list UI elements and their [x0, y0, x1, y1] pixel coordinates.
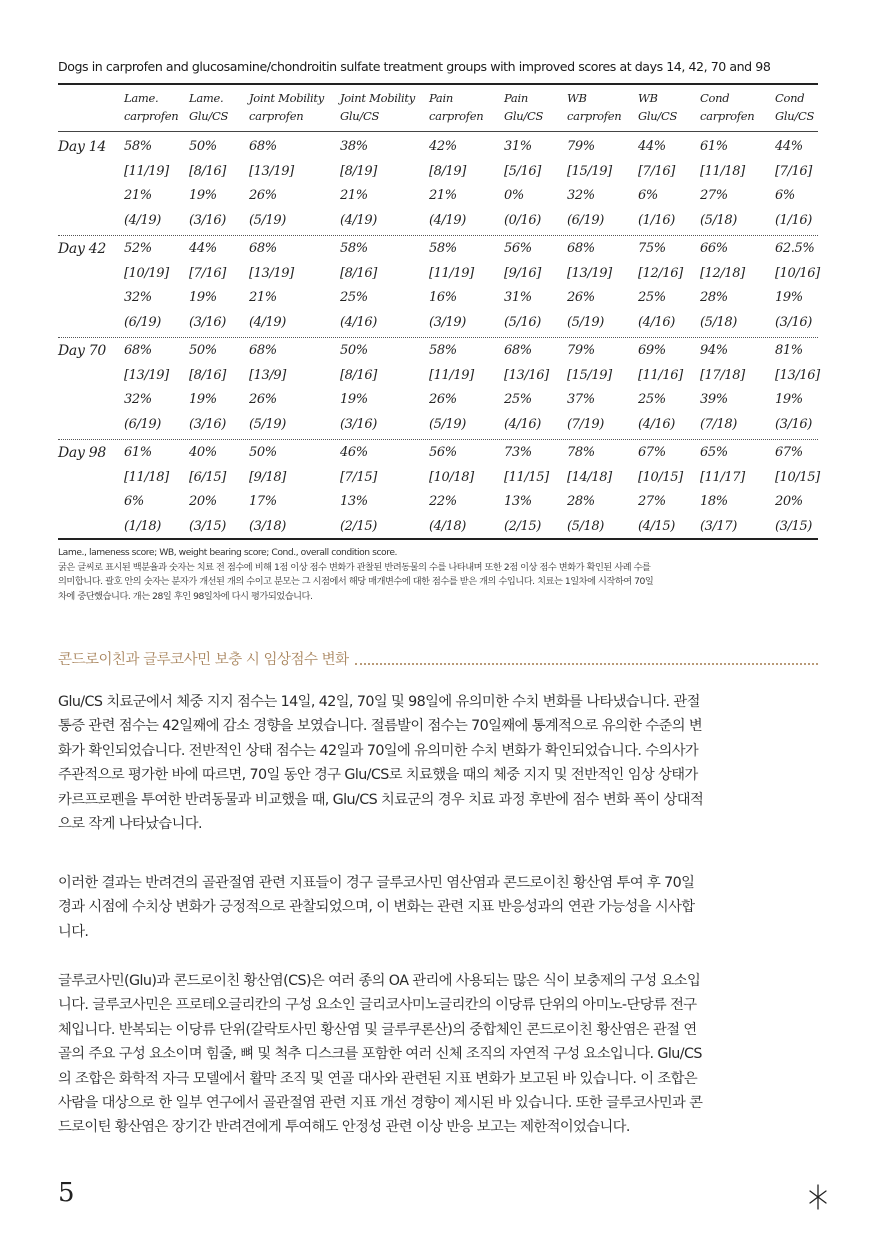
- table-cell: [7/16]: [189, 265, 226, 281]
- table-header-cell: Pain: [429, 91, 453, 105]
- table-cell: (3/16): [189, 314, 226, 330]
- table-cell: [8/16]: [340, 265, 377, 281]
- table-cell: [15/19]: [567, 367, 612, 383]
- table-cell: [7/15]: [340, 469, 377, 485]
- table-cell: [8/19]: [429, 163, 466, 179]
- table-cell: 26%: [429, 392, 457, 407]
- footnote-line: Lame., lameness score; WB, weight bearing score; Cond., overall condition score.: [58, 547, 398, 558]
- table-cell: [9/16]: [504, 265, 541, 281]
- table-cell: [8/16]: [189, 367, 226, 383]
- table-cell: 38%: [340, 139, 368, 154]
- table-row-day-label: Day 14: [58, 139, 106, 155]
- table-cell: 16%: [429, 290, 457, 305]
- paragraph-line: 체입니다. 반복되는 이당류 단위(갈락토사민 황산염 및 글루쿠론산)의 중합체인 콘드로이친 황산염은 관절 연: [58, 1021, 697, 1038]
- table-cell: 58%: [429, 343, 457, 358]
- paragraph-line: 이러한 결과는 반려견의 골관절염 관련 지표들이 경구 글루코사민 염산염과 콘드로이친 황산염 투여 후 70일: [58, 875, 695, 891]
- table-cell: 40%: [189, 445, 217, 460]
- table-cell: 21%: [249, 290, 277, 305]
- table-cell: 56%: [429, 445, 457, 460]
- table-cell: (5/19): [429, 416, 466, 432]
- table-cell: (1/16): [638, 212, 675, 228]
- paragraph-line: 사람을 대상으로 한 일부 연구에서 골관절염 관련 지표 개선 경향이 제시된 바 있습니다. 또한 글루코사민과 콘: [58, 1095, 703, 1112]
- table-header-rule: [58, 131, 818, 132]
- table-header-cell: Glu/CS: [189, 109, 229, 123]
- paragraph-line: 화가 확인되었습니다. 전반적인 상태 점수는 42일과 70일에 유의미한 수치 변화가 확인되었습니다. 수의사가: [58, 742, 699, 759]
- paragraph-line: 니다. 글루코사민은 프로테오글리칸의 구성 요소인 글리코사미노글리칸의 이당류 단위의 아미노-단당류 전구: [58, 997, 697, 1014]
- table-header-cell: Joint Mobility: [249, 91, 324, 105]
- table-cell: (5/18): [700, 314, 737, 330]
- table-cell: 13%: [340, 494, 368, 509]
- table-cell: (7/19): [567, 416, 604, 432]
- table-cell: (4/18): [429, 518, 466, 534]
- table-cell: (4/15): [638, 518, 675, 534]
- table-cell: 21%: [124, 188, 152, 203]
- table-cell: (4/16): [638, 314, 675, 330]
- table-cell: (3/16): [189, 416, 226, 432]
- table-header-cell: carprofen: [124, 109, 179, 123]
- table-cell: 0%: [504, 188, 524, 203]
- table-cell: 6%: [775, 188, 795, 203]
- table-header-cell: carprofen: [249, 109, 304, 123]
- table-cell: (2/15): [340, 518, 377, 534]
- table-cell: 62.5%: [775, 241, 815, 256]
- table-cell: (0/16): [504, 212, 541, 228]
- paragraph-line: Glu/CS 치료군에서 체중 지지 점수는 14일, 42일, 70일 및 98일에 유의미한 수치 변화를 나타냈습니다. 관절: [58, 694, 700, 710]
- body-paragraph: [58, 969, 818, 1140]
- table-cell: 26%: [249, 392, 277, 407]
- table-cell: 50%: [340, 343, 368, 358]
- table-header-cell: Glu/CS: [340, 109, 380, 123]
- body-paragraph: [58, 690, 818, 836]
- table-cell: [13/19]: [567, 265, 612, 281]
- body-paragraph: [58, 871, 818, 944]
- table-cell: 66%: [700, 241, 728, 256]
- table-cell: 46%: [340, 445, 368, 460]
- table-cell: [11/16]: [638, 367, 683, 383]
- paragraph-line: 니다.: [58, 923, 89, 940]
- table-cell: (6/19): [567, 212, 604, 228]
- table-cell: 94%: [700, 343, 728, 358]
- table-cell: 58%: [124, 139, 152, 154]
- table-cell: [13/19]: [249, 265, 294, 281]
- table-cell: (4/19): [340, 212, 377, 228]
- table-cell: [7/16]: [638, 163, 675, 179]
- table-header-cell: carprofen: [567, 109, 622, 123]
- table-cell: (3/18): [249, 518, 286, 534]
- table-cell: 21%: [429, 188, 457, 203]
- table-cell: [15/19]: [567, 163, 612, 179]
- table-header-cell: WB: [567, 91, 587, 105]
- table-cell: (7/18): [700, 416, 737, 432]
- table-cell: [11/17]: [700, 469, 745, 485]
- table-header-cell: carprofen: [700, 109, 755, 123]
- table-cell: 65%: [700, 445, 728, 460]
- table-cell: 31%: [504, 290, 532, 305]
- table-cell: 39%: [700, 392, 728, 407]
- table-cell: 79%: [567, 139, 595, 154]
- paragraph-line: 카르프로펜을 투여한 반려동물과 비교했을 때, Glu/CS 치료군의 경우 치료 과정 후반에 점수 변화 폭이 상대적: [58, 791, 704, 808]
- paragraph-line: 골의 주요 구성 요소이며 힘줄, 뼈 및 척추 디스크를 포함한 여러 신체 조직의 자연적 구성 요소입니다. Glu/CS: [58, 1046, 702, 1063]
- table-cell: 32%: [124, 392, 152, 407]
- table-cell: 19%: [340, 392, 368, 407]
- table-bottom-rule: [58, 538, 818, 540]
- table-cell: (4/16): [340, 314, 377, 330]
- paragraph-line: 으로 작게 나타났습니다.: [58, 816, 202, 833]
- table-header-cell: Glu/CS: [504, 109, 544, 123]
- table-cell: [13/19]: [124, 367, 169, 383]
- table-cell: 75%: [638, 241, 666, 256]
- table-cell: 68%: [124, 343, 152, 358]
- table-cell: 32%: [124, 290, 152, 305]
- table-cell: (4/16): [638, 416, 675, 432]
- table-cell: 79%: [567, 343, 595, 358]
- table-cell: 19%: [775, 392, 803, 407]
- table-cell: [10/16]: [775, 265, 820, 281]
- table-cell: (1/16): [775, 212, 812, 228]
- table-cell: 78%: [567, 445, 595, 460]
- table-cell: 42%: [429, 139, 457, 154]
- table-caption: Dogs in carprofen and glucosamine/chondroitin sulfate treatment groups with improved scores at days 14, 42, 70 and 98: [58, 59, 771, 74]
- table-row-day-label: Day 42: [58, 241, 106, 257]
- table-cell: 28%: [567, 494, 595, 509]
- table-cell: 58%: [340, 241, 368, 256]
- table-row-divider: [58, 439, 818, 440]
- table-cell: (3/16): [189, 212, 226, 228]
- table-cell: 6%: [638, 188, 658, 203]
- table-cell: [8/16]: [340, 367, 377, 383]
- paragraph-line: 드로이틴 황산염은 장기간 반려견에게 투여해도 안정성 관련 이상 반응 보고는 제한적이었습니다.: [58, 1119, 630, 1136]
- table-cell: [11/19]: [124, 163, 169, 179]
- table-cell: 13%: [504, 494, 532, 509]
- table-cell: 25%: [638, 290, 666, 305]
- table-cell: [13/16]: [775, 367, 820, 383]
- section-heading: [58, 648, 818, 669]
- paragraph-line: 주관적으로 평가한 바에 따르면, 70일 동안 경구 Glu/CS로 치료했을 때의 체중 지지 및 전반적인 임상 상태가: [58, 767, 698, 784]
- table-header-cell: Glu/CS: [775, 109, 815, 123]
- table-cell: [12/18]: [700, 265, 745, 281]
- table-cell: (3/16): [775, 416, 812, 432]
- table-cell: [6/15]: [189, 469, 226, 485]
- footnote-line: 의미합니다. 괄호 안의 숫자는 분자가 개선된 개의 수이고 분모는 그 시점에서 해당 매개변수에 대한 점수를 받은 개의 수입니다. 치료는 1일차에 시작하여 70일: [58, 576, 654, 587]
- table-cell: (3/19): [429, 314, 466, 330]
- table-cell: 17%: [249, 494, 277, 509]
- table-top-rule: [58, 83, 818, 85]
- table-cell: 19%: [189, 188, 217, 203]
- table-cell: 32%: [567, 188, 595, 203]
- table-cell: [13/16]: [504, 367, 549, 383]
- page-number: 5: [58, 1178, 75, 1208]
- table-cell: (3/16): [775, 314, 812, 330]
- table-cell: [17/18]: [700, 367, 745, 383]
- table-cell: [10/19]: [124, 265, 169, 281]
- table-cell: [5/16]: [504, 163, 541, 179]
- table-cell: 44%: [638, 139, 666, 154]
- paragraph-line: 의 조합은 화학적 자극 모델에서 활막 조직 및 연골 대사와 관련된 지표 변화가 보고된 바 있습니다. 이 조합은: [58, 1070, 698, 1087]
- table-cell: 19%: [775, 290, 803, 305]
- table-cell: 27%: [700, 188, 728, 203]
- table-cell: 25%: [340, 290, 368, 305]
- table-cell: (6/19): [124, 314, 161, 330]
- table-cell: 68%: [249, 139, 277, 154]
- table-cell: 67%: [638, 445, 666, 460]
- table-cell: 50%: [189, 343, 217, 358]
- table-cell: 19%: [189, 392, 217, 407]
- table-cell: 26%: [567, 290, 595, 305]
- table-cell: [11/18]: [700, 163, 745, 179]
- table-cell: (1/18): [124, 518, 161, 534]
- table-cell: [8/19]: [340, 163, 377, 179]
- table-cell: 27%: [638, 494, 666, 509]
- paragraph-line: 경과 시점에 수치상 변화가 긍정적으로 관찰되었으며, 이 변화는 관련 지표 반응성과의 연관 가능성을 시사합: [58, 899, 695, 916]
- table-header-cell: Glu/CS: [638, 109, 678, 123]
- table-cell: (6/19): [124, 416, 161, 432]
- paragraph-line: 글루코사민(Glu)과 콘드로이친 황산염(CS)은 여러 종의 OA 관리에 사용되는 많은 식이 보충제의 구성 요소입: [58, 973, 701, 989]
- table-cell: (4/19): [249, 314, 286, 330]
- table-cell: 67%: [775, 445, 803, 460]
- footnote-line: 차에 중단했습니다. 개는 28일 후인 98일차에 다시 평가되었습니다.: [58, 590, 313, 602]
- table-header-cell: Pain: [504, 91, 528, 105]
- table-cell: (5/19): [249, 212, 286, 228]
- table-cell: 52%: [124, 241, 152, 256]
- section-heading-text: 콘드로이친과 글루코사민 보충 시 임상점수 변화: [58, 652, 349, 668]
- table-cell: [9/18]: [249, 469, 286, 485]
- table-cell: [8/16]: [189, 163, 226, 179]
- table-cell: (5/19): [249, 416, 286, 432]
- table-cell: (2/15): [504, 518, 541, 534]
- table-cell: (4/19): [124, 212, 161, 228]
- table-header-cell: WB: [638, 91, 658, 105]
- table-cell: [12/16]: [638, 265, 683, 281]
- table-cell: (3/16): [340, 416, 377, 432]
- table-cell: [13/19]: [249, 163, 294, 179]
- table-cell: (3/15): [775, 518, 812, 534]
- table-cell: 50%: [249, 445, 277, 460]
- table-cell: 56%: [504, 241, 532, 256]
- table-cell: (5/18): [700, 212, 737, 228]
- table-cell: 6%: [124, 494, 144, 509]
- table-cell: 61%: [700, 139, 728, 154]
- table-cell: 22%: [429, 494, 457, 509]
- table-cell: 25%: [504, 392, 532, 407]
- table-cell: (3/15): [189, 518, 226, 534]
- table-header-cell: Lame.: [124, 91, 159, 105]
- dotted-leader: [355, 651, 818, 665]
- table-header-cell: Lame.: [189, 91, 224, 105]
- table-cell: 73%: [504, 445, 532, 460]
- table-cell: 68%: [504, 343, 532, 358]
- table-cell: 68%: [249, 241, 277, 256]
- table-cell: (5/18): [567, 518, 604, 534]
- table-cell: 31%: [504, 139, 532, 154]
- asterisk-star-ornament-icon: [808, 1184, 828, 1214]
- table-cell: 58%: [429, 241, 457, 256]
- table-cell: 68%: [567, 241, 595, 256]
- table-cell: [11/19]: [429, 265, 474, 281]
- table-cell: (4/16): [504, 416, 541, 432]
- table-cell: 81%: [775, 343, 803, 358]
- table-cell: 50%: [189, 139, 217, 154]
- table-cell: [11/18]: [124, 469, 169, 485]
- table-cell: [10/15]: [638, 469, 683, 485]
- table-cell: 25%: [638, 392, 666, 407]
- table-cell: 61%: [124, 445, 152, 460]
- table-cell: 21%: [340, 188, 368, 203]
- table-cell: [10/15]: [775, 469, 820, 485]
- table-cell: 44%: [775, 139, 803, 154]
- table-header-cell: carprofen: [429, 109, 484, 123]
- table-cell: [11/15]: [504, 469, 549, 485]
- table-cell: [10/18]: [429, 469, 474, 485]
- table-cell: 69%: [638, 343, 666, 358]
- paragraph-line: 통증 관련 점수는 42일째에 감소 경향을 보였습니다. 절름발이 점수는 70일째에 통계적으로 유의한 수준의 변: [58, 718, 703, 735]
- table-cell: (5/19): [567, 314, 604, 330]
- table-cell: 37%: [567, 392, 595, 407]
- table-cell: 68%: [249, 343, 277, 358]
- table-cell: [14/18]: [567, 469, 612, 485]
- table-cell: 20%: [775, 494, 803, 509]
- table-cell: 28%: [700, 290, 728, 305]
- table-cell: 19%: [189, 290, 217, 305]
- table-cell: 20%: [189, 494, 217, 509]
- table-cell: 26%: [249, 188, 277, 203]
- table-row-day-label: Day 98: [58, 445, 106, 461]
- table-cell: [11/19]: [429, 367, 474, 383]
- table-cell: [7/16]: [775, 163, 812, 179]
- table-cell: (4/19): [429, 212, 466, 228]
- table-row-divider: [58, 337, 818, 338]
- footnote-line: 굵은 글씨로 표시된 백분율과 숫자는 치료 전 점수에 비해 1점 이상 점수 변화가 관찰된 반려동물의 수를 나타내며 또한 2점 이상 점수 변화가 확인된 사례 수를: [58, 561, 651, 573]
- table-cell: [13/9]: [249, 367, 286, 383]
- table-header-cell: Joint Mobility: [340, 91, 415, 105]
- table-row-divider: [58, 235, 818, 236]
- table-row-day-label: Day 70: [58, 343, 106, 359]
- table-header-cell: Cond: [700, 91, 730, 105]
- table-cell: (3/17): [700, 518, 737, 534]
- table-header-cell: Cond: [775, 91, 805, 105]
- table-cell: (5/16): [504, 314, 541, 330]
- table-cell: 18%: [700, 494, 728, 509]
- table-cell: 44%: [189, 241, 217, 256]
